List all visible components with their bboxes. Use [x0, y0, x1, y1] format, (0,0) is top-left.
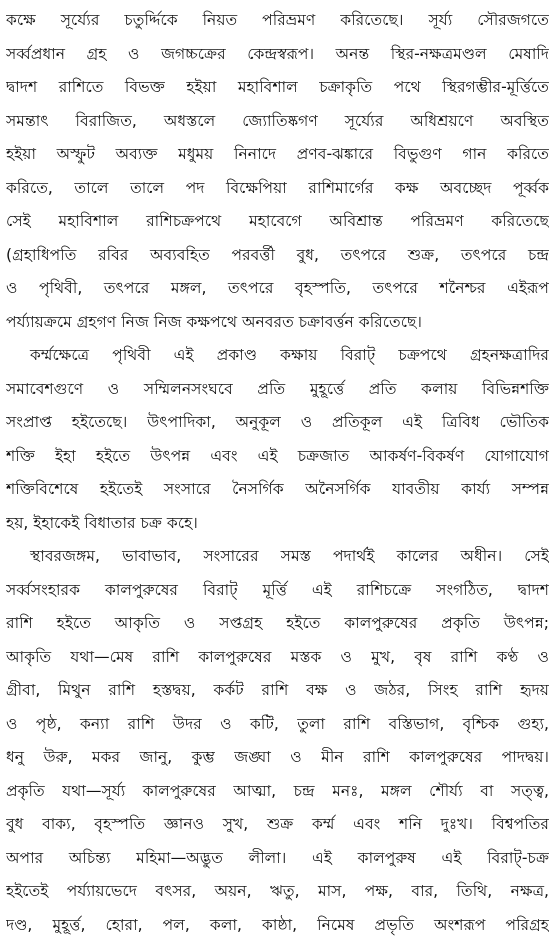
paragraph-3 [6, 540, 549, 942]
paragraph-2 [6, 339, 549, 540]
text-line: সমন্তাৎ বিরাজিত, অধস্তলে জ্যোতিষ্কগণ সূর্য্যের অধিশ্রয়ণে অবস্থিত [6, 105, 549, 139]
text-line: শক্তি ইহা হইতে উৎপন্ন এবং এই চক্রজাত আকর্ষণ-বিকর্ষণ যোগাযোগ [6, 440, 549, 474]
text-line: ও পৃষ্ঠ, কন্যা রাশি উদর ও কটি, তুলা রাশি বস্তিভাগ, বৃশ্চিক গুহ্য, [6, 708, 549, 742]
text-line: দণ্ড, মুহূর্ত্ত, হোরা, পল, কলা, কাষ্ঠা, নিমেষ প্রভৃতি অংশরূপ পরিগ্রহ [6, 909, 549, 942]
text-line: গ্রীবা, মিথুন রাশি হস্তদ্বয়, কর্কট রাশি বক্ষ ও জঠর, সিংহ রাশি হৃদয় [6, 674, 549, 708]
text-line: ও পৃথিবী, তৎপরে মঙ্গল, তৎপরে বৃহস্পতি, তৎপরে শনৈশ্চর এইরূপ [6, 272, 549, 306]
text-line: হইতেই পর্য্যায়ভেদে বৎসর, অয়ন, ঋতু, মাস, পক্ষ, বার, তিথি, নক্ষত্র, [6, 875, 549, 909]
text-line: সংপ্রাপ্ত হইতেছে। উৎপাদিকা, অনুকূল ও প্রতিকূল এই ত্রিবিধ ভৌতিক [6, 406, 549, 440]
text-line: (গ্রহাধিপতি রবির অব্যবহিত পরবর্ত্তী বুধ, তৎপরে শুক্র, তৎপরে চন্দ্র [6, 239, 549, 273]
text-line: সর্ব্বসংহারক কালপুরুষের বিরাট্ মূর্ত্তি এই রাশিচক্রে সংগঠিত, দ্বাদশ [6, 574, 549, 608]
text-line: সেই মহাবিশাল রাশিচক্রপথে মহাবেগে অবিশ্রান্ত পরিভ্রমণ করিতেছে [6, 205, 549, 239]
text-line: হইয়া অস্ফুট অব্যক্ত মধুময় নিনাদে প্রণব-ঝঙ্কারে বিভুগুণ গান করিতে [6, 138, 549, 172]
document-page [6, 4, 549, 942]
text-line: কর্ম্মক্ষেত্রে পৃথিবী এই প্রকাণ্ড কক্ষায় বিরাট্ চক্রপথে গ্রহনক্ষত্রাদির [6, 339, 549, 373]
text-line: অপার অচিন্ত্য মহিমা—অদ্ভুত লীলা। এই কালপুরুষ এই বিরাট্-চক্র [6, 842, 549, 876]
text-line: পর্য্যায়ক্রমে গ্রহগণ নিজ নিজ কক্ষপথে অনবরত চক্রাবর্ত্তন করিতেছে। [6, 306, 549, 340]
text-line: দ্বাদশ রাশিতে বিভক্ত হইয়া মহাবিশাল চক্রাকৃতি পথে স্থিরগম্ভীর-মূর্ত্তিতে [6, 71, 549, 105]
text-line: আকৃতি যথা—মেষ রাশি কালপুরুষের মস্তক ও মুখ, বৃষ রাশি কণ্ঠ ও [6, 641, 549, 675]
text-line: শক্তিবিশেষে হইতেই সংসারে নৈসর্গিক অনৈসর্গিক যাবতীয় কার্য্য সম্পন্ন [6, 473, 549, 507]
text-line: রাশি হইতে আকৃতি ও সপ্তগ্রহ হইতে কালপুরুষের প্রকৃতি উৎপন্ন; [6, 607, 549, 641]
paragraph-1 [6, 4, 549, 339]
text-line: ধনু উরু, মকর জানু, কুম্ভ জঙ্ঘা ও মীন রাশি কালপুরুষের পাদদ্বয়। [6, 741, 549, 775]
text-line: স্থাবরজঙ্গম, ভাবাভাব, সংসারের সমস্ত পদার্থই কালের অধীন। সেই [6, 540, 549, 574]
text-line: করিতে, তালে তালে পদ বিক্ষেপিয়া রাশিমার্গের কক্ষ অবচ্ছেদ পূর্ব্বক [6, 172, 549, 206]
text-line: সর্ব্বপ্রধান গ্রহ ও জগচ্চক্রের কেন্দ্রস্বরূপ। অনন্ত স্থির-নক্ষত্রমণ্ডল মেষাদি [6, 38, 549, 72]
text-line: হয়, ইহাকেই বিধাতার চক্র কহে। [6, 507, 549, 541]
text-line: বুধ বাক্য, বৃহস্পতি জ্ঞানও সুখ, শুক্র কর্ম্ম এবং শনি দুঃখ। বিশ্বপতির [6, 808, 549, 842]
text-line: প্রকৃতি যথা—সূর্য্য কালপুরুষের আত্মা, চন্দ্র মনঃ, মঙ্গল শৌর্য্য বা সত্ত্ব, [6, 775, 549, 809]
text-line: সমাবেশগুণে ও সম্মিলনসংঘবে প্রতি মুহূর্ত্তে প্রতি কলায় বিভিন্নশক্তি [6, 373, 549, 407]
text-line: কক্ষে সূর্য্যের চতুর্দ্দিকে নিয়ত পরিভ্রমণ করিতেছে। সূর্য্য সৌরজগতে [6, 4, 549, 38]
